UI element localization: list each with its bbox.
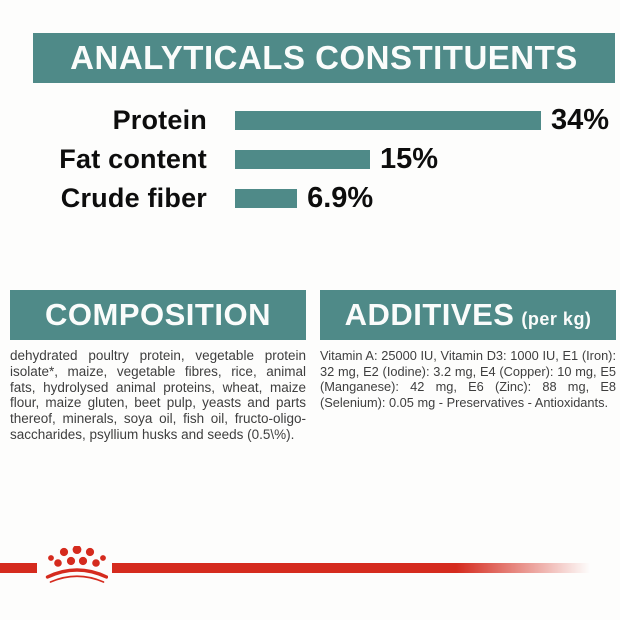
chart-row-fiber — [0, 179, 620, 217]
additives-header — [320, 290, 616, 340]
composition-title: COMPOSITION — [45, 297, 271, 332]
analyticals-title: ANALYTICALS CONSTITUENTS — [70, 39, 578, 76]
composition-section — [10, 290, 306, 443]
additives-title-suffix: (per kg) — [521, 308, 592, 329]
additives-section — [320, 290, 616, 410]
chart-value: 15% — [380, 142, 439, 175]
chart-value: 34% — [551, 103, 610, 136]
chart-bar — [235, 150, 370, 169]
additives-title: ADDITIVES — [344, 297, 515, 332]
chart-label: Fat content — [59, 143, 207, 174]
chart-bar — [235, 189, 297, 208]
red-divider-left — [0, 563, 37, 573]
additives-text: Vitamin A: 25000 IU, Vitamin D3: 1000 IU, E1 (Iron): 32 mg, E2 (Iodine): 3.2 mg, E4 (Copper): 10 mg, E5 (Manganese): 42 mg, E6 (Zinc): 88 mg, E8 (Selenium): 0.05 mg - Preservatives - Antioxidants. — [320, 348, 616, 410]
analyticals-header — [33, 33, 615, 83]
chart-bar — [235, 111, 541, 130]
chart-value: 6.9% — [307, 181, 374, 214]
chart-row-fat — [0, 140, 620, 178]
red-divider-right — [112, 563, 590, 573]
chart-label: Protein — [112, 104, 207, 135]
chart-label: Crude fiber — [60, 182, 207, 213]
chart-row-protein — [0, 101, 620, 139]
royal-canin-crown-icon — [44, 546, 108, 584]
composition-text: dehydrated poultry protein, vegetable protein isolate*, maize, vegetable fibres, rice, animal fats, hydrolysed animal proteins, wheat, maize flour, maize gluten, beet pulp, yeasts and parts thereof, minerals, soya oil, fish oil, fructo-oligo-saccharides, psyllium husks and seeds (0.5\%). — [10, 348, 306, 442]
composition-header — [10, 290, 306, 340]
